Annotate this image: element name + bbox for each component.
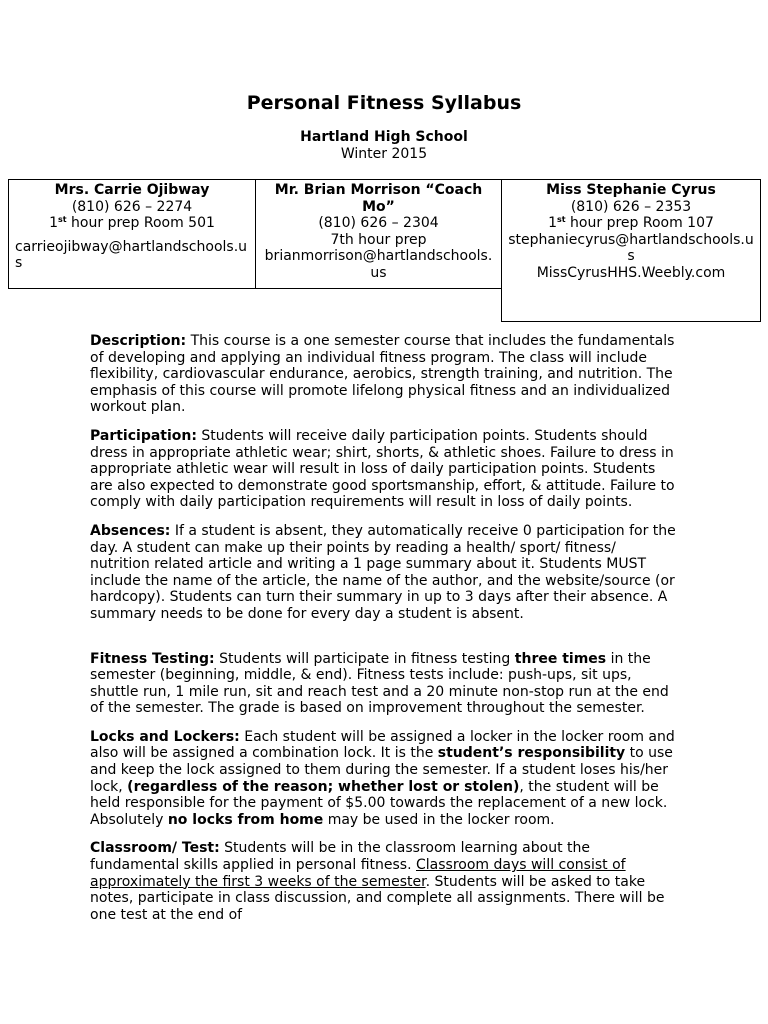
locks-section: Locks and Lockers: Each student will be assigned a locker in the locker room and also will be assigned a combination lock. It is the student’s responsibility to use and keep the lock assigned to them during the semester. If a student loses his/her lock, (regardless of the reason; whether lost or stolen), the student will be held responsible for the payment of $5.00 towards the replacement of a new lock. Absolutely no locks from home may be used in the locker room.	[90, 728, 675, 828]
teacher-prep: 1st hour prep Room 107	[548, 215, 714, 231]
term: Winter 2015	[340, 146, 428, 162]
teacher-phone: (810) 626 – 2274	[71, 198, 193, 215]
teacher-name: Mr. Brian Morrison “Coach Mo”	[274, 182, 483, 215]
teacher-prep: 7th hour prep	[330, 231, 427, 248]
teacher-prep: 1st hour prep Room 501	[49, 215, 215, 231]
teacher-card-cyrus	[501, 179, 761, 322]
teacher-email: stephaniecyrus@hartlandschools.us	[508, 231, 754, 264]
syllabus-body	[90, 333, 680, 935]
teacher-phone: (810) 626 – 2304	[318, 215, 439, 231]
page-title: Personal Fitness Syllabus	[246, 92, 522, 114]
participation-section: Participation: Students will receive daily participation points. Students should dress in appropriate athletic wear; shirt, shorts, & athletic shoes. Failure to dress in appropriate athletic wear will result in loss of daily participation points. Students are also expected to demonstrate good sportsmanship, effort, & attitude. Failure to comply with daily participation requirements will result in loss of daily points.	[90, 427, 675, 511]
teacher-email: brianmorrison@hartlandschools.us	[264, 248, 493, 281]
school-name: Hartland High School	[300, 129, 468, 145]
fitness-testing-section: Fitness Testing: Students will participate in fitness testing three times in the semester (beginning, middle, & end). Fitness tests include: push-ups, sit ups, shuttle run, 1 mile run, sit and reach test and a 20 minute non-stop run at the end of the semester. The grade is based on improvement throughout the semester.	[90, 650, 669, 717]
teacher-name: Mrs. Carrie Ojibway	[54, 182, 210, 198]
teacher-name: Miss Stephanie Cyrus	[546, 182, 716, 198]
teacher-website: MissCyrusHHS.Weebly.com	[536, 264, 726, 281]
absences-section: Absences: If a student is absent, they automatically receive 0 participation for the day. A student can make up their points by reading a health/ sport/ fitness/ nutrition related article and writing a 1 page summary about it. Students MUST include the name of the article, the name of the author, and the website/source (or hardcopy). Students can turn their summary in up to 3 days after their absence. A summary needs to be done for every day a student is absent.	[90, 522, 676, 622]
teacher-card-morrison	[255, 179, 502, 289]
teacher-phone: (810) 626 – 2353	[570, 198, 692, 215]
teacher-card-ojibway	[8, 179, 256, 289]
teacher-email: carrieojibway@hartlandschools.us	[15, 238, 248, 271]
description-section: Description: This course is a one semester course that includes the fundamentals of developing and applying an individual fitness program. The class will include flexibility, cardiovascular endurance, aerobics, strength training, and nutrition. The emphasis of this course will promote lifelong physical fitness and an individualized workout plan.	[90, 333, 675, 416]
classroom-section: Classroom/ Test: Students will be in the classroom learning about the fundamental skills applied in personal fitness. Classroom days will consist of approximately the first 3 weeks of the semester. Students will be asked to take notes, participate in class discussion, and complete all assignments. There will be one test at the end of	[90, 840, 665, 923]
